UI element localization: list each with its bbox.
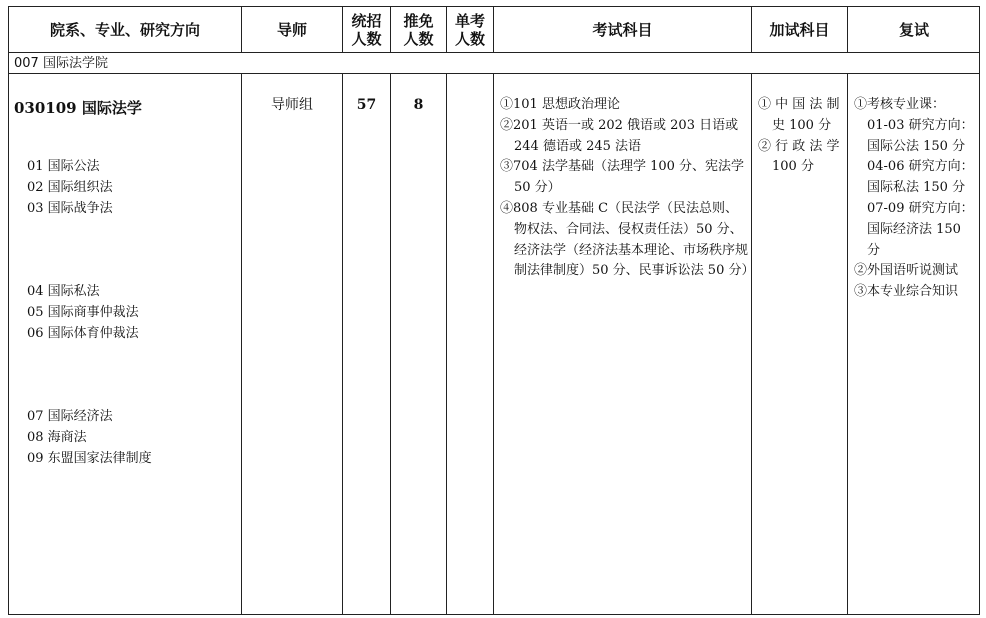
- major-code-name: 030109 国际法学: [14, 99, 142, 117]
- admission-table: [8, 6, 980, 615]
- column-divider: [493, 73, 494, 614]
- direction-item: 06 国际体育仲裁法: [27, 325, 139, 341]
- direction-item: 08 海商法: [27, 429, 87, 445]
- header-single-line2: 人数: [454, 30, 485, 48]
- direction-item: 04 国际私法: [27, 284, 100, 299]
- header-dept: 院系、专业、研究方向: [49, 21, 200, 39]
- exam-subjects-list: [500, 95, 755, 282]
- header-advisor: 导师: [276, 21, 307, 39]
- header-single-line1: 单考: [454, 12, 485, 30]
- retest-item: ③本专业综合知识: [854, 284, 959, 300]
- retest-sub: 国际私法 150 分: [867, 180, 966, 196]
- header-unified-line1: 统招: [351, 12, 382, 30]
- retest-sub: 01-03 研究方向：: [867, 117, 974, 133]
- column-divider: [390, 73, 391, 614]
- retest-sub: 国际公法 150 分: [867, 138, 966, 154]
- direction-group-2: [27, 282, 139, 344]
- extra-subjects-list: [758, 95, 844, 178]
- advisor-value: 导师组: [271, 97, 313, 113]
- header-single: [447, 7, 493, 53]
- column-divider: [446, 73, 447, 614]
- exam-item: ②201 英语一或 202 俄语或 203 日语或 244 德语或 245 法语: [500, 117, 739, 154]
- direction-group-3: [27, 407, 152, 469]
- retest-item: ②外国语听说测试: [854, 263, 959, 279]
- header-exam-subjects: 考试科目: [592, 21, 653, 39]
- header-unified-line2: 人数: [351, 30, 382, 48]
- extra-item: ② 行 政 法 学 100 分: [758, 138, 840, 175]
- column-divider: [241, 73, 242, 614]
- direction-item: 09 东盟国家法律制度: [27, 450, 152, 466]
- direction-item: 07 国际经济法: [27, 409, 113, 424]
- retest-sub: 04-06 研究方向：: [867, 159, 974, 175]
- direction-item: 02 国际组织法: [27, 179, 113, 195]
- exempt-count: 8: [413, 97, 424, 113]
- direction-item: 03 国际战争法: [27, 200, 113, 216]
- retest-item: ①考核专业课：: [854, 97, 946, 112]
- header-extra-subjects: 加试科目: [769, 21, 830, 39]
- header-exempt-line1: 推免: [403, 12, 434, 30]
- department-divider: [9, 73, 979, 74]
- retest-sub: 07-09 研究方向：: [867, 200, 974, 216]
- header-exempt-line2: 人数: [403, 30, 434, 48]
- header-unified: [343, 7, 390, 53]
- department-name: 007 国际法学院: [14, 56, 108, 71]
- retest-list: [854, 95, 978, 303]
- exam-item: ①101 思想政治理论: [500, 97, 620, 112]
- direction-item: 05 国际商事仲裁法: [27, 304, 139, 320]
- retest-sub: 分: [867, 242, 881, 258]
- column-divider: [847, 73, 848, 614]
- header-retest: 复试: [898, 21, 929, 39]
- exam-item: ③704 法学基础（法理学 100 分、宪法学 50 分）: [500, 159, 745, 196]
- direction-group-1: [27, 157, 113, 219]
- unified-count: 57: [356, 97, 377, 113]
- retest-sub: 国际经济法 150: [867, 221, 961, 237]
- column-divider: [342, 73, 343, 614]
- extra-item: ① 中 国 法 制 史 100 分: [758, 97, 840, 133]
- column-divider: [751, 73, 752, 614]
- direction-item: 01 国际公法: [27, 159, 100, 174]
- exam-item: ④808 专业基础 C（民法学（民法总则、物权法、合同法、侵权责任法）50 分、经济法学（经济法基本理论、市场秩序规制法律制度）50 分、民事诉讼法 50 分）: [500, 200, 755, 279]
- header-exempt: [391, 7, 446, 53]
